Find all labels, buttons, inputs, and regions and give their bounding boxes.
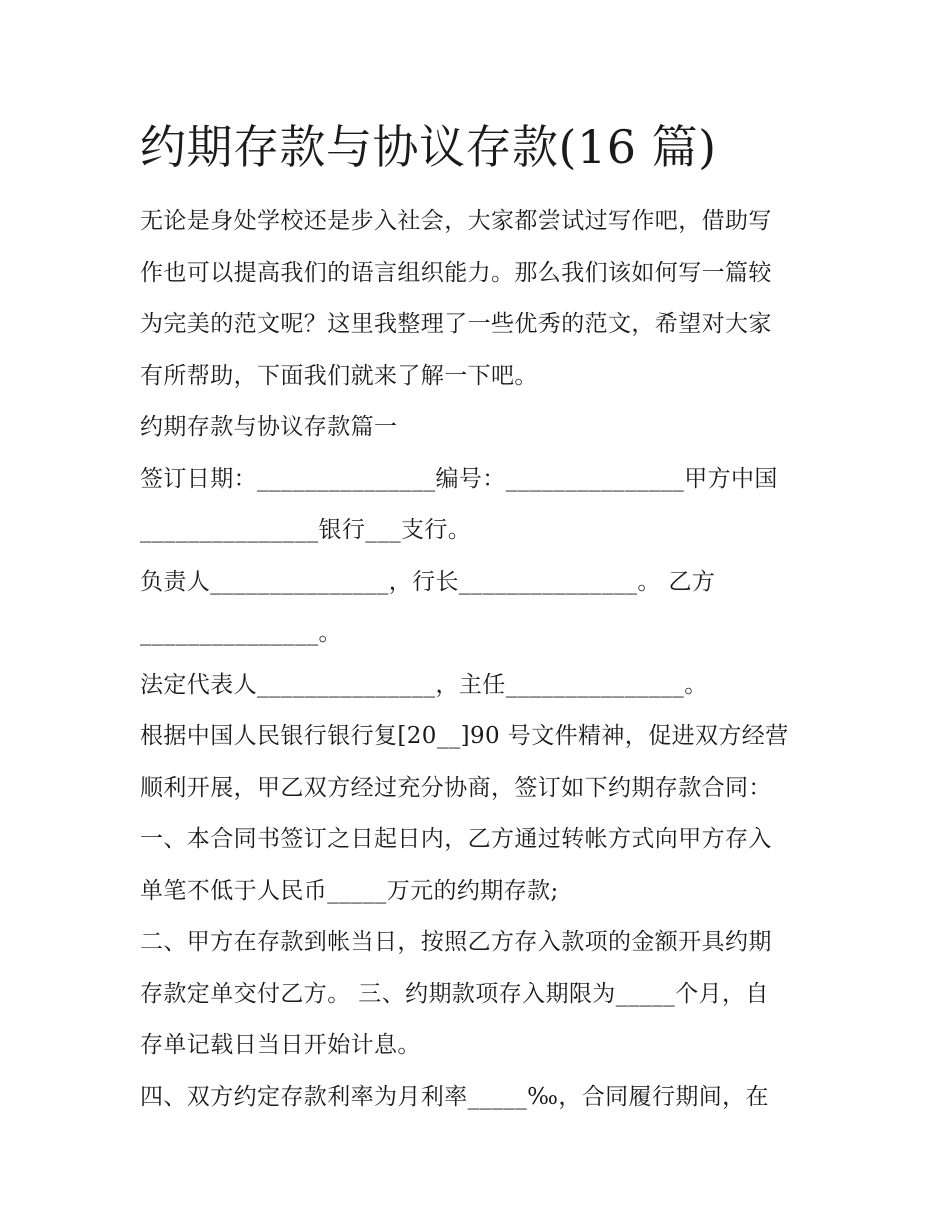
body-line: 法定代表人_______________，主任_______________。: [140, 671, 708, 698]
body-line: 有所帮助，下面我们就来了解一下吧。: [140, 362, 538, 389]
body-line: 存款定单交付乙方。 三、约期款项存入期限为_____个月，自: [140, 980, 769, 1007]
document-body: [140, 196, 830, 1123]
body-line: 四、双方约定存款利率为月利率_____‰，合同履行期间，在: [140, 1083, 769, 1110]
body-line: _______________银行___支行。: [140, 517, 472, 543]
body-line: 为完美的范文呢？这里我整理了一些优秀的范文，希望对大家: [140, 311, 772, 337]
body-line: 根据中国人民银行银行复[20__]90 号文件精神，促进双方经营: [140, 723, 789, 749]
body-line: 一、本合同书签订之日起日内，乙方通过转帐方式向甲方存入: [140, 826, 772, 852]
body-line: 二、甲方在存款到帐当日，按照乙方存入款项的金额开具约期: [140, 929, 772, 955]
body-line: 顺利开展，甲乙双方经过充分协商，签订如下约期存款合同：: [140, 774, 772, 801]
body-line: 无论是身处学校还是步入社会，大家都尝试过写作吧，借助写: [140, 208, 772, 234]
body-line: 负责人_______________，行长_______________。 乙方: [140, 568, 716, 595]
document-title: 约期存款与协议存款(16 篇): [140, 120, 717, 174]
body-line: 单笔不低于人民币_____万元的约期存款;: [140, 877, 559, 904]
body-line: 作也可以提高我们的语言组织能力。那么我们该如何写一篇较: [140, 259, 772, 286]
section-heading: 约期存款与协议存款篇一: [140, 414, 398, 440]
body-line: _______________。: [140, 620, 342, 646]
body-line: 存单记载日当日开始计息。: [140, 1032, 421, 1058]
body-line: 签订日期：_______________编号：_______________甲方中国: [140, 465, 778, 492]
